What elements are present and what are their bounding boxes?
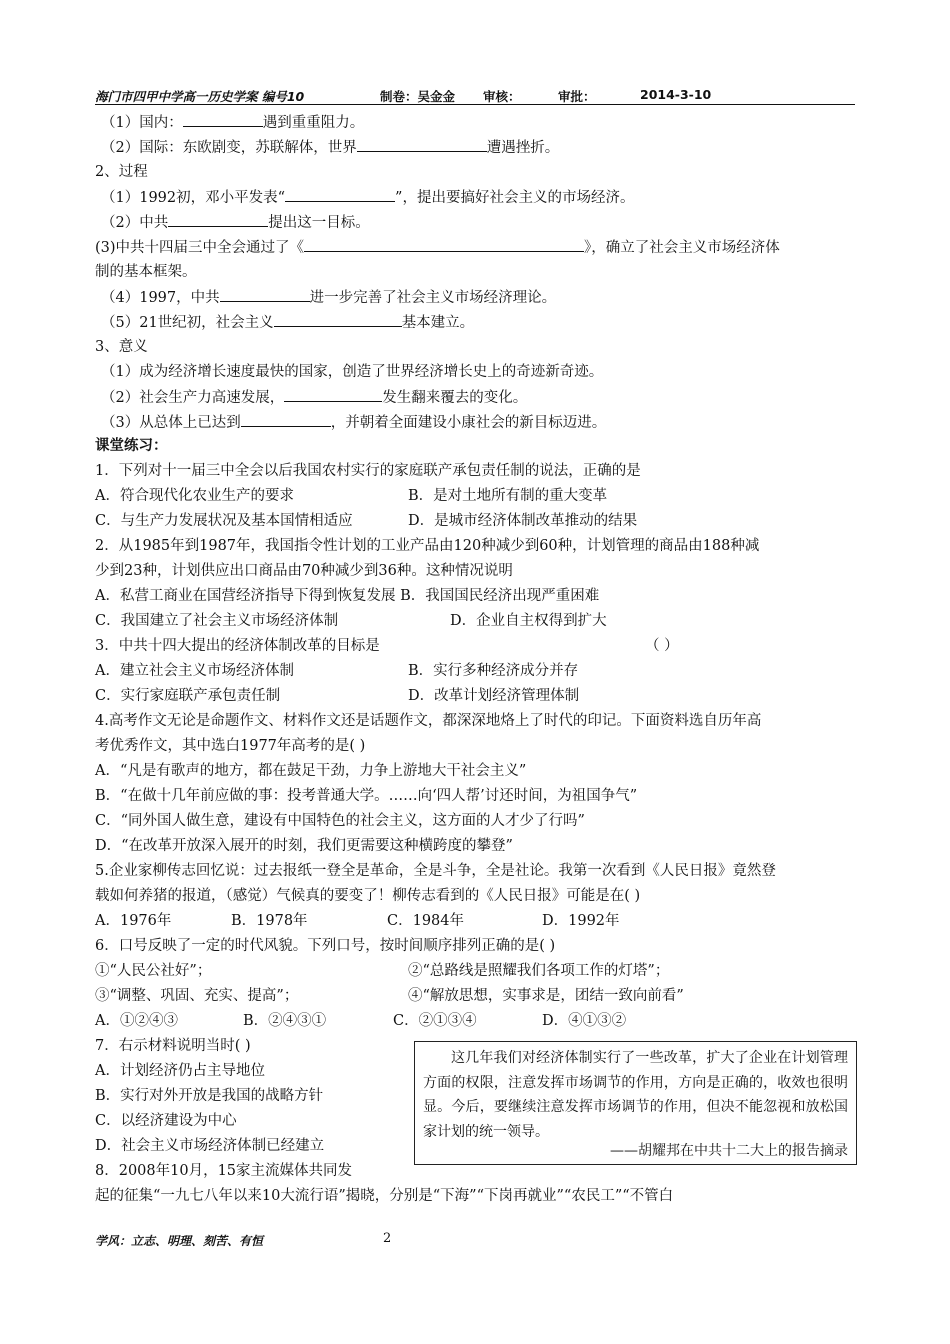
fill-blank[interactable] bbox=[168, 212, 268, 227]
process-item-3-cont: 制的基本框架。 bbox=[95, 264, 197, 280]
option-d[interactable]: D．是城市经济体制改革推动的结果 bbox=[408, 513, 638, 529]
text: （2）中共 bbox=[101, 215, 169, 231]
approver-label: 审批： bbox=[558, 89, 596, 104]
question-7-option-d[interactable]: D．社会主义市场经济体制已经建立 bbox=[95, 1138, 325, 1154]
text: （4）1997，中共 bbox=[101, 290, 220, 306]
text: (3)中共十四届三中全会通过了《 bbox=[95, 240, 305, 256]
fill-blank[interactable] bbox=[183, 112, 263, 127]
question-5-line-2: 载如何养猪的报道，（感觉）气候真的要变了！柳传志看到的《人民日报》可能是在( ) bbox=[95, 888, 641, 904]
quote-text: 这几年我们对经济体制实行了一些改革，扩大了企业在计划管理方面的权限，注意发挥市场调节的作用，方向是正确的，收效也很明显。今后，要继续注意发挥市场调节的作用，但决不能忽视和放松国家计划的统一领导。 bbox=[423, 1050, 848, 1140]
background-international bbox=[101, 137, 871, 157]
question-5-options bbox=[95, 911, 865, 931]
option-a[interactable]: A．1976年 bbox=[95, 913, 172, 929]
question-2-options-cd bbox=[95, 611, 865, 631]
question-3 bbox=[95, 636, 865, 656]
text: 进一步完善了社会主义市场经济理论。 bbox=[309, 290, 557, 306]
text: 遇到重重阻力。 bbox=[262, 115, 365, 131]
option-b[interactable]: B．②④③① bbox=[243, 1013, 327, 1029]
meaning-heading: 3、意义 bbox=[95, 339, 148, 355]
question-7-option-b[interactable]: B．实行对外开放是我国的战略方针 bbox=[95, 1088, 324, 1104]
option-c[interactable]: C．与生产力发展状况及基本国情相适应 bbox=[95, 513, 353, 529]
quote-source: ——胡耀邦在中共十二大上的报告摘录 bbox=[610, 1143, 848, 1159]
process-item-2 bbox=[101, 212, 871, 232]
practice-heading: 课堂练习： bbox=[95, 438, 168, 454]
text: ”，提出要搞好社会主义的市场经济。 bbox=[395, 190, 635, 206]
option-b[interactable]: B．实行多种经济成分并存 bbox=[408, 663, 579, 679]
text: （5）21世纪初，社会主义 bbox=[101, 315, 274, 331]
question-1-options-ab bbox=[95, 486, 865, 506]
text: （2）社会生产力高速发展， bbox=[101, 390, 285, 406]
fill-blank[interactable] bbox=[304, 237, 584, 252]
question-2-options-ab[interactable]: A．私营工商业在国营经济指导下得到恢复发展 B．我国国民经济出现严重困难 bbox=[95, 588, 600, 604]
question-1-options-cd bbox=[95, 511, 865, 531]
option-a[interactable]: A．符合现代化农业生产的要求 bbox=[95, 488, 294, 504]
text: （1）国内： bbox=[101, 115, 183, 131]
question-4-option-d[interactable]: D．“在改革开放深入展开的时刻，我们更需要这种横跨度的攀登” bbox=[95, 838, 513, 854]
option-d[interactable]: D．改革计划经济管理体制 bbox=[408, 688, 580, 704]
question-8-line-2: 起的征集“一九七八年以来10大流行语”揭晓，分别是“下海”“下岗再就业”“农民工”“不管白 bbox=[95, 1188, 674, 1204]
answer-paren[interactable]: （ ） bbox=[645, 638, 679, 654]
process-item-3 bbox=[95, 237, 865, 257]
question-6-options bbox=[95, 1011, 865, 1031]
fill-blank[interactable] bbox=[284, 387, 382, 402]
fill-blank[interactable] bbox=[220, 287, 310, 302]
fill-blank[interactable] bbox=[357, 137, 487, 152]
slogan-3: ③“调整、巩固、充实、提高”； bbox=[95, 988, 299, 1004]
question-4-line-2: 考优秀作文，其中选白1977年高考的是( ) bbox=[95, 738, 366, 754]
footer-motto: 学风：立志、明理、刻苦、有恒 bbox=[95, 1234, 264, 1248]
text: 基本建立。 bbox=[401, 315, 475, 331]
question-6-slogans-34 bbox=[95, 986, 865, 1006]
page-number: 2 bbox=[383, 1231, 392, 1246]
question-2-line-1: 2．从1985年到1987年，我国指令性计划的工业产品由120种减少到60种，计划管理的商品由188种减 bbox=[95, 538, 760, 554]
question-4-option-c[interactable]: C．“同外国人做生意，建设有中国特色的社会主义，这方面的人才少了行吗” bbox=[95, 813, 585, 829]
option-d[interactable]: D．④①③② bbox=[542, 1013, 627, 1029]
question-4-option-b[interactable]: B．“在做十几年前应做的事：投考普通大学。……向‘四人帮’讨还时间，为祖国争气” bbox=[95, 788, 638, 804]
fill-blank[interactable] bbox=[285, 187, 395, 202]
text: （2）国际：东欧剧变，苏联解体，世界 bbox=[101, 140, 357, 156]
meaning-item-3 bbox=[101, 412, 871, 432]
text: （3）从总体上已达到 bbox=[101, 415, 241, 431]
meaning-item-1: （1）成为经济增长速度最快的国家，创造了世界经济增长史上的奇迹新奇迹。 bbox=[101, 364, 604, 380]
header-divider bbox=[95, 104, 855, 105]
option-b[interactable]: B．1978年 bbox=[231, 913, 308, 929]
text: 发生翻来覆去的变化。 bbox=[382, 390, 528, 406]
text: （1）1992初，邓小平发表“ bbox=[101, 190, 286, 206]
process-item-4 bbox=[101, 287, 871, 307]
question-6-slogans-12 bbox=[95, 961, 865, 981]
background-domestic bbox=[101, 112, 871, 132]
question-8-line-1: 8．2008年10月，15家主流媒体共同发 bbox=[95, 1163, 353, 1179]
fill-blank[interactable] bbox=[241, 412, 331, 427]
option-c[interactable]: C．我国建立了社会主义市场经济体制 bbox=[95, 613, 339, 629]
question-4-line-1: 4.高考作文无论是命题作文、材料作文还是话题作文，都深深地烙上了时代的印记。下面资料选自历年高 bbox=[95, 713, 762, 729]
question-6: 6．口号反映了一定的时代风貌。下列口号，按时间顺序排列正确的是( ) bbox=[95, 938, 556, 954]
slogan-1: ①“人民公社好”； bbox=[95, 963, 212, 979]
header-date: 2014-3-10 bbox=[640, 87, 712, 102]
option-c[interactable]: C．实行家庭联产承包责任制 bbox=[95, 688, 281, 704]
option-c[interactable]: C．②①③④ bbox=[393, 1013, 477, 1029]
text: 提出这一目标。 bbox=[268, 215, 370, 231]
question-3-text: 3．中共十四大提出的经济体制改革的目标是 bbox=[95, 638, 380, 654]
option-a[interactable]: A．①②④③ bbox=[95, 1013, 178, 1029]
option-d[interactable]: D．企业自主权得到扩大 bbox=[450, 613, 607, 629]
process-heading: 2、过程 bbox=[95, 164, 148, 180]
maker-label: 制卷：吴金金 bbox=[380, 89, 456, 104]
text: ，并朝着全面建设小康社会的新目标迈进。 bbox=[330, 415, 607, 431]
option-b[interactable]: B．是对土地所有制的重大变革 bbox=[408, 488, 608, 504]
process-item-5 bbox=[101, 312, 871, 332]
school-title: 海门市四甲中学高一历史学案 编号10 bbox=[95, 89, 305, 104]
text: 》，确立了社会主义市场经济体 bbox=[584, 240, 780, 256]
fill-blank[interactable] bbox=[274, 312, 402, 327]
meaning-item-2 bbox=[101, 387, 871, 407]
process-item-1 bbox=[101, 187, 871, 207]
question-7-option-c[interactable]: C．以经济建设为中心 bbox=[95, 1113, 237, 1129]
question-7: 7．右示材料说明当时( ) bbox=[95, 1038, 251, 1054]
question-4-option-a[interactable]: A．“凡是有歌声的地方，都在鼓足干劲，力争上游地大干社会主义” bbox=[95, 763, 527, 779]
option-d[interactable]: D．1992年 bbox=[542, 913, 620, 929]
question-7-option-a[interactable]: A．计划经济仍占主导地位 bbox=[95, 1063, 265, 1079]
option-a[interactable]: A．建立社会主义市场经济体制 bbox=[95, 663, 294, 679]
page-header bbox=[95, 85, 855, 105]
reviewer-label: 审核： bbox=[483, 89, 521, 104]
question-2-line-2: 少到23种，计划供应出口商品由70种减少到36种。这种情况说明 bbox=[95, 563, 513, 579]
question-1: 1．下列对十一届三中全会以后我国农村实行的家庭联产承包责任制的说法，正确的是 bbox=[95, 463, 641, 479]
slogan-4: ④“解放思想，实事求是，团结一致向前看” bbox=[408, 988, 684, 1004]
slogan-2: ②“总路线是照耀我们各项工作的灯塔”； bbox=[408, 963, 670, 979]
question-3-options-ab bbox=[95, 661, 865, 681]
option-c[interactable]: C．1984年 bbox=[387, 913, 464, 929]
quote-material-box bbox=[414, 1041, 857, 1165]
text: 遭遇挫折。 bbox=[486, 140, 560, 156]
question-3-options-cd bbox=[95, 686, 865, 706]
question-5-line-1: 5.企业家柳传志回忆说：过去报纸一登全是革命，全是斗争，全是社论。我第一次看到《人民日报》竟然登 bbox=[95, 863, 776, 879]
